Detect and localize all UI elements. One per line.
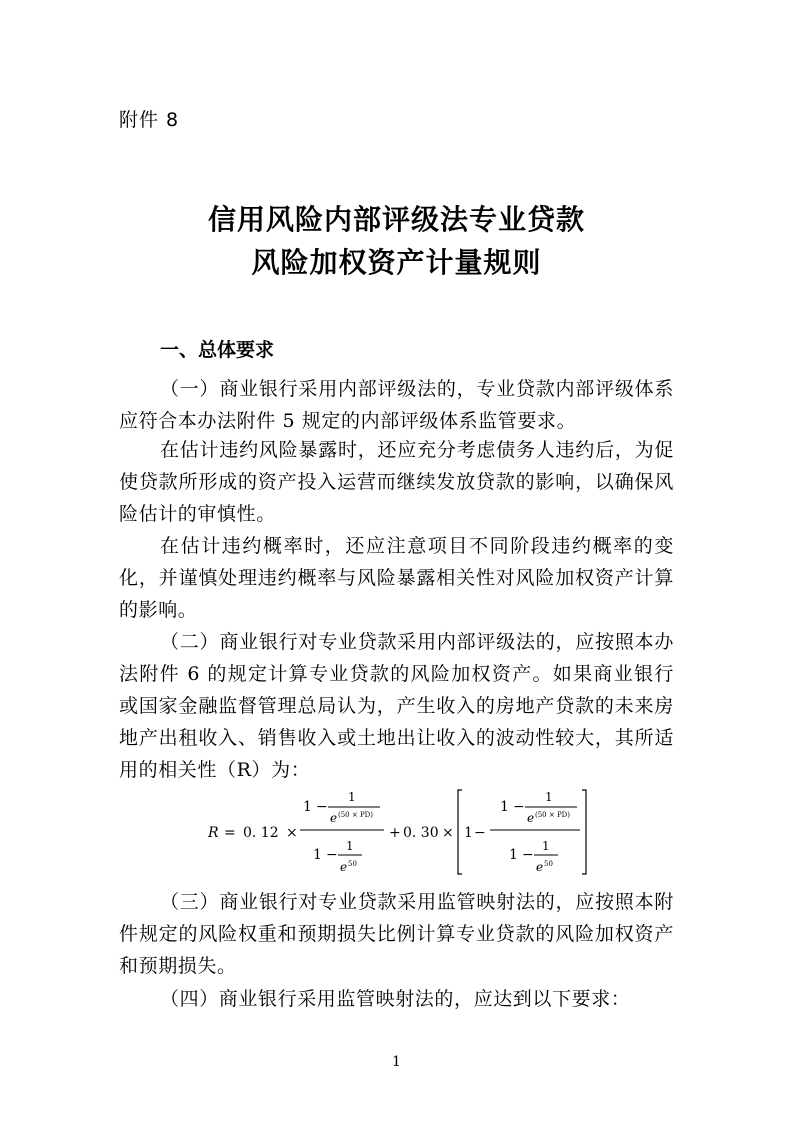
paragraph-2: 在估计违约风险暴露时，还应充分考虑债务人违约后，为促使贷款所形成的资产投入运营而继续发放贷款的影响，以确保风险估计的审慎性。: [119, 439, 674, 525]
formula-equals: =: [224, 825, 236, 841]
section-heading: 一、总体要求: [160, 339, 275, 361]
formula-coef-2: 0. 30: [403, 825, 439, 841]
document-title-line-1: 信用风险内部评级法专业贷款: [207, 203, 585, 236]
formula-one-i: 1: [542, 839, 550, 853]
formula-one-h: 1: [509, 847, 518, 863]
formula-one-f: 1: [500, 799, 509, 815]
formula-plus: +: [389, 825, 401, 841]
formula-e-h: e: [536, 860, 544, 874]
formula-one-d: 1: [346, 839, 354, 853]
formula-times-1: ×: [286, 825, 298, 841]
formula-minus-h: −: [522, 847, 534, 863]
formula-minus-f: −: [513, 799, 525, 815]
paragraph-6: （四）商业银行采用监管映射法的，应达到以下要求：: [160, 988, 631, 1010]
formula-one-a: 1: [303, 799, 312, 815]
attachment-label: 附件 8: [119, 109, 180, 131]
formula-minus-a: −: [316, 799, 328, 815]
formula-one-b: 1: [348, 790, 356, 804]
paragraph-3: 在估计违约概率时，还应注意项目不同阶段违约概率的变化，并谨慎处理违约概率与风险暴露相关性对风险加权资产计算的影响。: [119, 535, 674, 621]
formula-minus-e: −: [474, 825, 486, 841]
formula-r: R: [208, 825, 219, 841]
formula-one-c: 1: [313, 847, 322, 863]
formula-exp-50-c: 50: [348, 860, 357, 868]
paragraph-4: （二）商业银行对专业贷款采用内部评级法的，应按照本办法附件 6 的规定计算专业贷款的风险加权资产。如果商业银行或国家金融监督管理总局认为，产生收入的房地产贷款的未来房地产出租收入、销售收入或土地出让收入的波动性较大，其所适用的相关性（R）为：: [119, 631, 674, 781]
paragraph-1: （一）商业银行采用内部评级法的，专业贷款内部评级体系应符合本办法附件 5 规定的内部评级体系监管要求。: [119, 378, 674, 432]
formula-coef-1: 0. 12: [243, 825, 279, 841]
formula-minus-c: −: [326, 847, 338, 863]
page-number: 1: [392, 1054, 401, 1070]
formula-one-g: 1: [545, 790, 553, 804]
correlation-formula: [200, 784, 600, 880]
formula-right-bracket: [582, 790, 586, 874]
formula-e-f: e: [527, 811, 535, 825]
formula-exp-pd-f: (50 × PD): [535, 811, 571, 819]
formula-left-bracket: [458, 790, 462, 874]
formula-times-2: ×: [442, 825, 454, 841]
formula-one-e: 1: [464, 825, 473, 841]
formula-exp-50-h: 50: [544, 860, 553, 868]
formula-exp-pd-a: (50 × PD): [338, 811, 374, 819]
paragraph-5: （三）商业银行对专业贷款采用监管映射法的，应按照本附件规定的风险权重和预期损失比例计算专业贷款的风险加权资产和预期损失。: [119, 891, 674, 977]
formula-e-a: e: [330, 811, 338, 825]
document-title-line-2: 风险加权资产计量规则: [251, 246, 542, 279]
formula-e-c: e: [340, 860, 348, 874]
